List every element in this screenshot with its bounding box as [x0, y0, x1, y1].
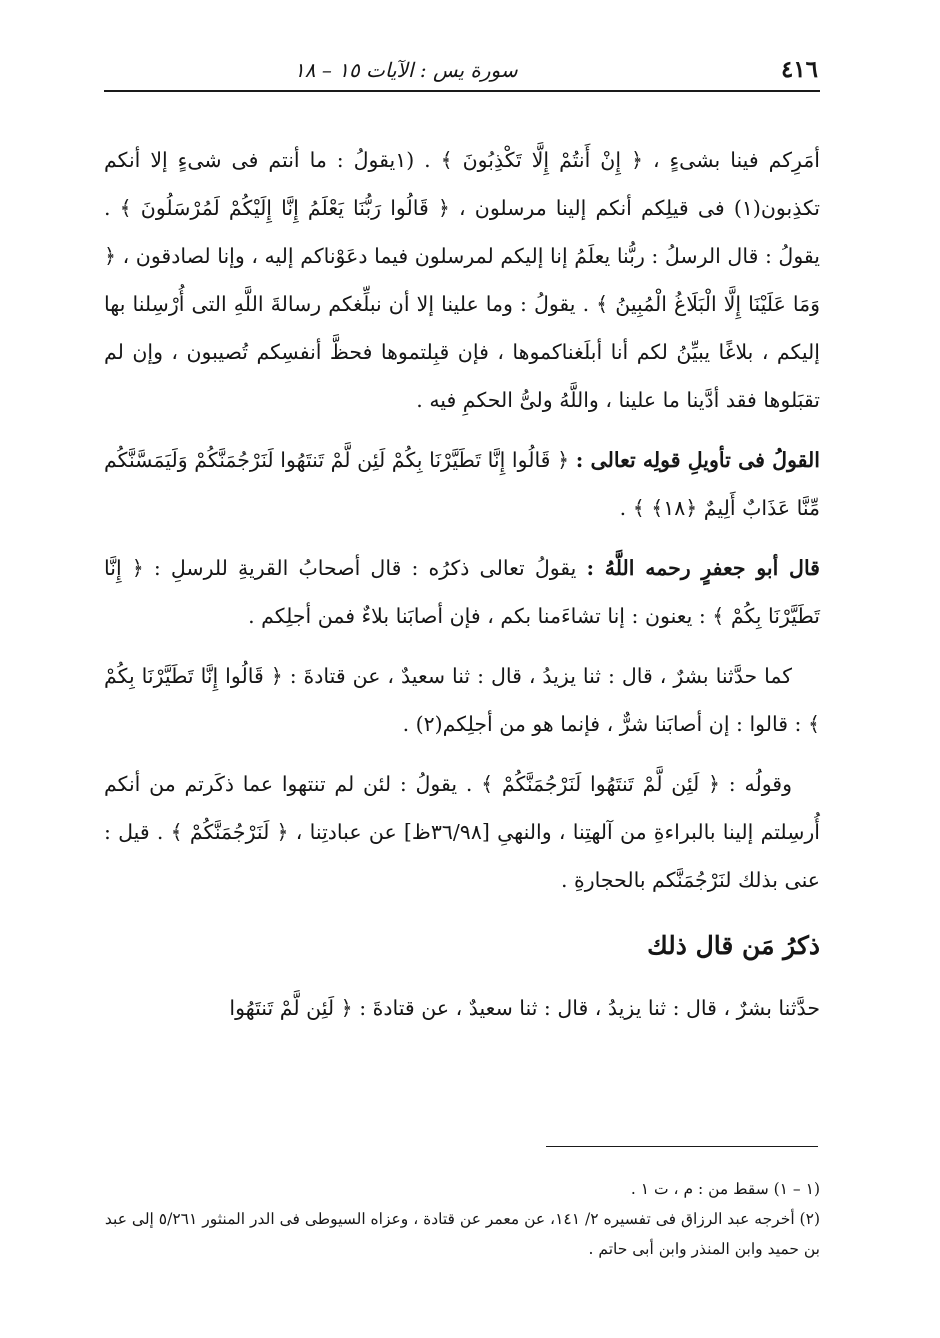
footnotes	[104, 1174, 820, 1264]
paragraph-4: كما حدَّثنا بشرٌ ، قال : ثنا يزيدُ ، قال : ثنا سعيدٌ ، عن قتادةَ : ﴿ قَالُوا إِنَّا تَطَيَّرْنَا بِكُمْ ﴾ : قالوا : إن أصابَنا شرٌّ ، فإنما هو من أجلِكم(٢) .	[104, 664, 820, 736]
verse-intro: القولُ فى تأويلِ قولِه تعالى :	[575, 448, 820, 472]
body-text	[104, 136, 820, 1032]
author-attribution: قال أبو جعفرٍ رحمه اللَّهُ :	[586, 556, 820, 580]
paragraph-1: أمَرِكم فينا بشىءٍ ، ﴿ إِنْ أَنتُمْ إِلَّا تَكْذِبُونَ ﴾ . (١يقولُ : ما أنتم فى شىءٍ إلا أنكم تكذِبون(١) فى قيلِكم أنكم إلينا مرسلون ، ﴿ قَالُوا رَبُّنَا يَعْلَمُ إِنَّا إِلَيْكُمْ لَمُرْسَلُونَ ﴾ . يقولُ : قال الرسلُ : ربُّنا يعلَمُ إنا إليكم لمرسلون فيما دعَوْناكم إليه ، وإنا لصادقون ، ﴿ وَمَا عَلَيْنَا إِلَّا الْبَلَاغُ الْمُبِينُ ﴾ . يقولُ : وما علينا إلا أن نبلِّغكم رسالةَ اللَّهِ التى أُرْسِلنا بها إليكم ، بلاغًا يبيِّنُ لكم أنا أبلَغناكموها ، فإن قبِلتموها فحظَّ أنفسِكم تُصيبون ، وإن لم تقبَلوها فقد أدَّينا ما علينا ، واللَّهُ ولىُّ الحكمِ فيه .	[104, 148, 820, 412]
page-content	[104, 50, 820, 1044]
verse-text: ﴿ قَالُوا إِنَّا تَطَيَّرْنَا بِكُمْ لَئِن لَّمْ تَنتَهُوا لَنَرْجُمَنَّكُمْ وَلَيَمَسَّنَّكُم مِّنَّا عَذَابٌ أَلِيمٌ ﴿١٨﴾ ﴾ .	[104, 448, 820, 520]
running-title: سورة يس : الآيات ١٥ – ١٨	[294, 58, 518, 82]
footnote-1: (١ – ١) سقط من : م ، ت ١ .	[630, 1180, 820, 1198]
page-header	[104, 50, 820, 92]
paragraph-3-text: يقولُ تعالى ذكرُه : قال أصحابُ القريةِ للرسلِ : ﴿ إِنَّا تَطَيَّرْنَا بِكُمْ ﴾ : يعنون : إنا تشاءَمنا بكم ، فإن أصابَنا بلاءٌ فمن أجلِكم .	[104, 556, 820, 628]
footnote-separator	[546, 1146, 818, 1147]
footnote-2: (٢) أخرجه عبد الرزاق فى تفسيره ٢/ ١٤١، عن معمر عن قتادة ، وعزاه السيوطى فى الدر المنثور ٥/٢٦١ إلى عبد بن حميد وابن المنذر وابن أبى حاتم .	[104, 1210, 820, 1258]
page-number: ٤١٦	[780, 56, 818, 83]
paragraph-3	[104, 544, 820, 640]
paragraph-5: وقولُه : ﴿ لَئِن لَّمْ تَنتَهُوا لَنَرْجُمَنَّكُمْ ﴾ . يقولُ : لئن لم تنتهوا عما ذكَرتم من أنكم أُرسِلتم إلينا بالبراءةِ من آلهتِنا ، والنهىِ [٣٦/٩٨ظ] عن عبادتِنا ، ﴿ لَنَرْجُمَنَّكُمْ ﴾ . قيل : عنى بذلك لنَرْجُمَنَّكم بالحجارةِ .	[104, 772, 820, 892]
paragraph-2	[104, 436, 820, 532]
section-heading: ذكرُ مَن قال ذلك	[647, 931, 820, 960]
paragraph-6: حدَّثنا بشرٌ ، قال : ثنا يزيدُ ، قال : ثنا سعيدٌ ، عن قتادةَ : ﴿ لَئِن لَّمْ تَنتَهُوا	[229, 996, 820, 1020]
